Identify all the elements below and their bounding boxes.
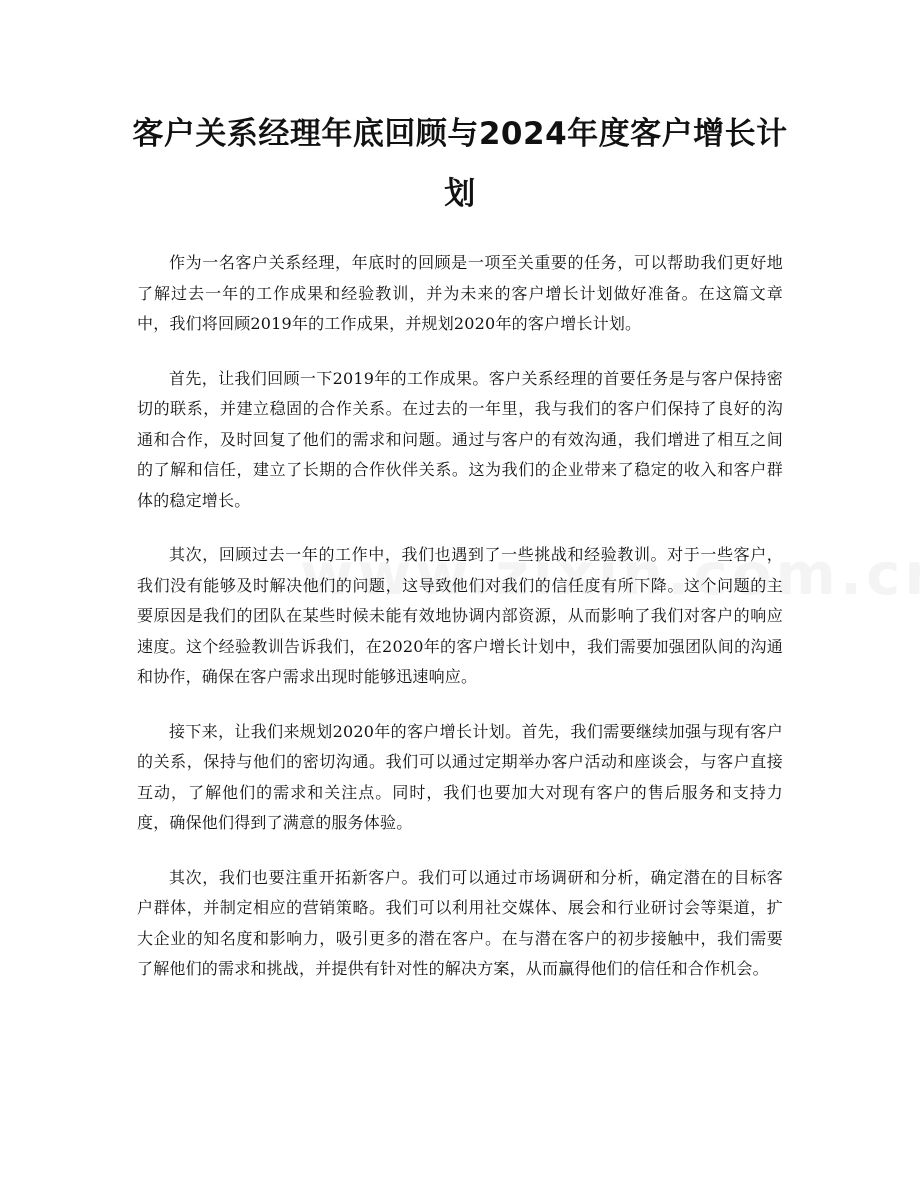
document-body — [137, 248, 783, 1009]
paragraph-plan-new-clients: 其次，我们也要注重开拓新客户。我们可以通过市场调研和分析，确定潜在的目标客户群体，并制定相应的营销策略。我们可以利用社交媒体、展会和行业研讨会等渠道，扩大企业的知名度和影响力，吸引更多的潜在客户。在与潜在客户的初步接触中，我们需要了解他们的需求和挑战，并提供有针对性的解决方案，从而赢得他们的信任和合作机会。 — [137, 867, 783, 978]
paragraph-intro: 作为一名客户关系经理，年底时的回顾是一项至关重要的任务，可以帮助我们更好地了解过去一年的工作成果和经验教训，并为未来的客户增长计划做好准备。在这篇文章中，我们将回顾2019年的工作成果，并规划2020年的客户增长计划。 — [137, 253, 783, 333]
paragraph-challenges: 其次，回顾过去一年的工作中，我们也遇到了一些挑战和经验教训。对于一些客户，我们没有能够及时解决他们的问题，这导致他们对我们的信任度有所下降。这个问题的主要原因是我们的团队在某些时候未能有效地协调内部资源，从而影响了我们对客户的响应速度。这个经验教训告诉我们，在2020年的客户增长计划中，我们需要加强团队间的沟通和协作，确保在客户需求出现时能够迅速响应。 — [137, 545, 783, 686]
paragraph-achievements: 首先，让我们回顾一下2019年的工作成果。客户关系经理的首要任务是与客户保持密切的联系，并建立稳固的合作关系。在过去的一年里，我与我们的客户们保持了良好的沟通和合作，及时回复了他们的需求和问题。通过与客户的有效沟通，我们增进了相互之间的了解和信任，建立了长期的合作伙伴关系。这为我们的企业带来了稳定的收入和客户群体的稳定增长。 — [137, 368, 783, 510]
paragraph-plan-existing-clients: 接下来，让我们来规划2020年的客户增长计划。首先，我们需要继续加强与现有客户的关系，保持与他们的密切沟通。我们可以通过定期举办客户活动和座谈会，与客户直接互动，了解他们的需求和关注点。同时，我们也要加大对现有客户的售后服务和支持力度，确保他们得到了满意的服务体验。 — [137, 721, 783, 832]
document-title: 客户关系经理年底回顾与2024年度客户增长计划 — [132, 116, 788, 212]
